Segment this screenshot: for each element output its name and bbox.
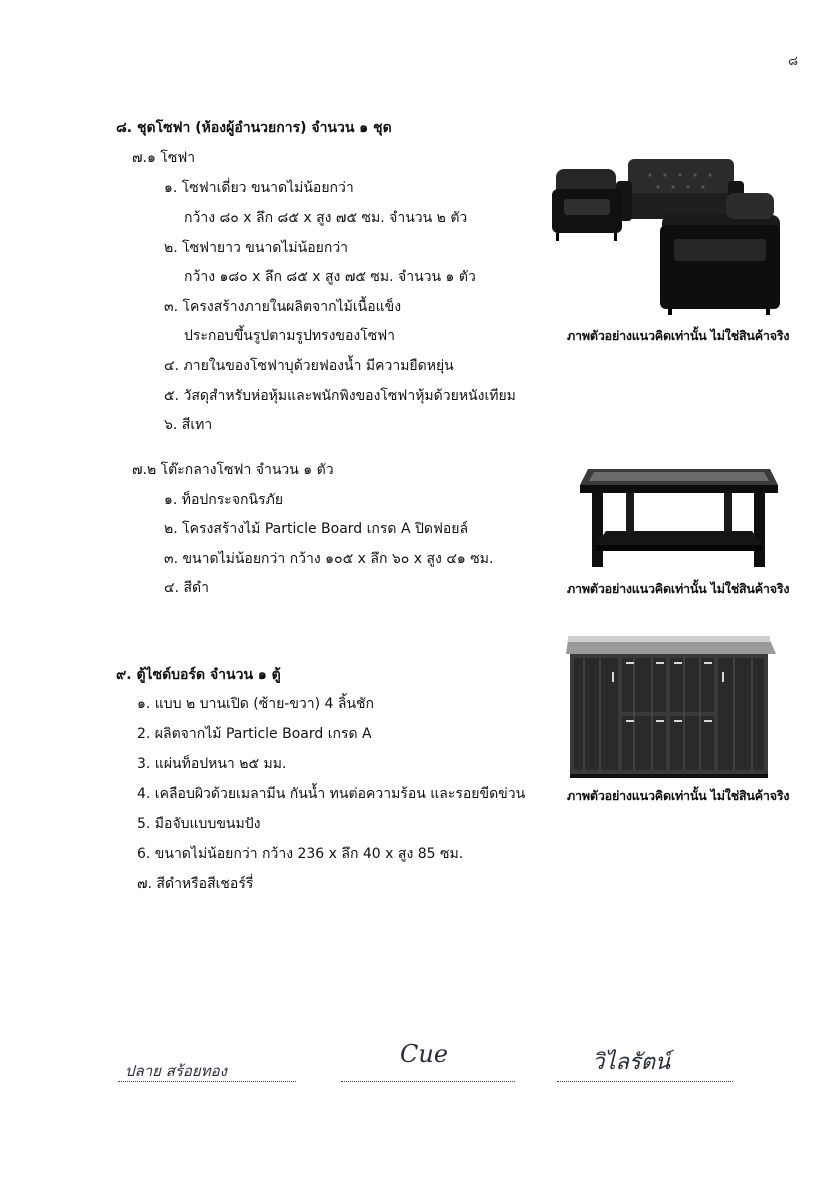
- sideboard-spec-line: 4. เคลือบผิวด้วยเมลามีน กันน้ำ ทนต่อความร้อน และรอยขีดข่วน: [137, 786, 526, 802]
- sideboard-spec-line: ๗. สีดำหรือสีเชอร์รี่: [137, 876, 254, 892]
- page-number: ๘: [788, 54, 799, 69]
- sofa-spec-line: ประกอบขึ้นรูปตามรูปทรงของโซฟา: [184, 328, 396, 344]
- sofa-spec-line: ๕. วัสดุสำหรับห่อหุ้มและพนักพิงของโซฟาหุ้มด้วยหนังเทียม: [164, 388, 516, 404]
- sofa-spec-line: ๓. โครงสร้างภายในผลิตจากไม้เนื้อแข็ง: [164, 299, 402, 315]
- sideboard-spec-line: 5. มือจับแบบขนมปัง: [137, 816, 261, 832]
- section8-sub2-heading: ๗.๒ โต๊ะกลางโซฟา จำนวน ๑ ตัว: [132, 462, 334, 478]
- image-caption: ภาพตัวอย่างแนวคิดเท่านั้น ไม่ใช่สินค้าจริง: [567, 581, 790, 596]
- signature-1: ปลาย สร้อยทอง: [125, 1062, 227, 1080]
- table-spec-line: ๑. ท็อปกระจกนิรภัย: [164, 492, 284, 508]
- sofa-spec-line: ๒. โซฟายาว ขนาดไม่น้อยกว่า: [164, 240, 349, 256]
- signature-3: วิไลรัตน์: [592, 1050, 671, 1075]
- sideboard-spec-line: 2. ผลิตจากไม้ Particle Board เกรด A: [137, 726, 372, 742]
- signature-line-1: [118, 1080, 296, 1082]
- table-spec-line: ๓. ขนาดไม่น้อยกว่า กว้าง ๑๐๕ x ลึก ๖๐ x สูง ๔๑ ซม.: [164, 551, 494, 567]
- sofa-spec-line: กว้าง ๑๘๐ x ลึก ๘๕ x สูง ๗๕ ซม. จำนวน ๑ ตัว: [184, 269, 476, 285]
- coffee-table-image: [578, 465, 780, 571]
- sideboard-spec-line: 6. ขนาดไม่น้อยกว่า กว้าง 236 x ลึก 40 x สูง 85 ซม.: [137, 846, 464, 862]
- sideboard-spec-line: ๑. แบบ ๒ บานเปิด (ซ้าย-ขวา) 4 ลิ้นชัก: [137, 696, 375, 712]
- section8-sub1-heading: ๗.๑ โซฟา: [132, 150, 196, 166]
- signature-line-2: [341, 1080, 515, 1082]
- sofa-set-image: [550, 155, 782, 317]
- image-caption: ภาพตัวอย่างแนวคิดเท่านั้น ไม่ใช่สินค้าจริง: [567, 788, 790, 803]
- signature-line-3: [557, 1080, 733, 1082]
- section8-title: ๘. ชุดโซฟา (ห้องผู้อำนวยการ) จำนวน ๑ ชุด: [116, 120, 392, 136]
- sofa-spec-line: ๖. สีเทา: [164, 417, 213, 433]
- sideboard-image: [564, 632, 776, 782]
- sofa-spec-line: ๔. ภายในของโซฟาบุด้วยฟองน้ำ มีความยืดหยุ่น: [164, 358, 454, 374]
- sofa-spec-line: กว้าง ๘๐ x ลึก ๘๕ x สูง ๗๕ ซม. จำนวน ๒ ตัว: [184, 210, 468, 226]
- sofa-spec-line: ๑. โซฟาเดี่ยว ขนาดไม่น้อยกว่า: [164, 180, 354, 196]
- section9-title: ๙. ตู้ไซด์บอร์ด จำนวน ๑ ตู้: [116, 667, 281, 683]
- sideboard-spec-line: 3. แผ่นท็อปหนา ๒๕ มม.: [137, 756, 287, 772]
- table-spec-line: ๒. โครงสร้างไม้ Particle Board เกรด A ปิดฟอยล์: [164, 521, 469, 537]
- table-spec-line: ๔. สีดำ: [164, 580, 209, 596]
- signature-2: Cue: [400, 1040, 449, 1068]
- image-caption: ภาพตัวอย่างแนวคิดเท่านั้น ไม่ใช่สินค้าจริง: [567, 328, 790, 343]
